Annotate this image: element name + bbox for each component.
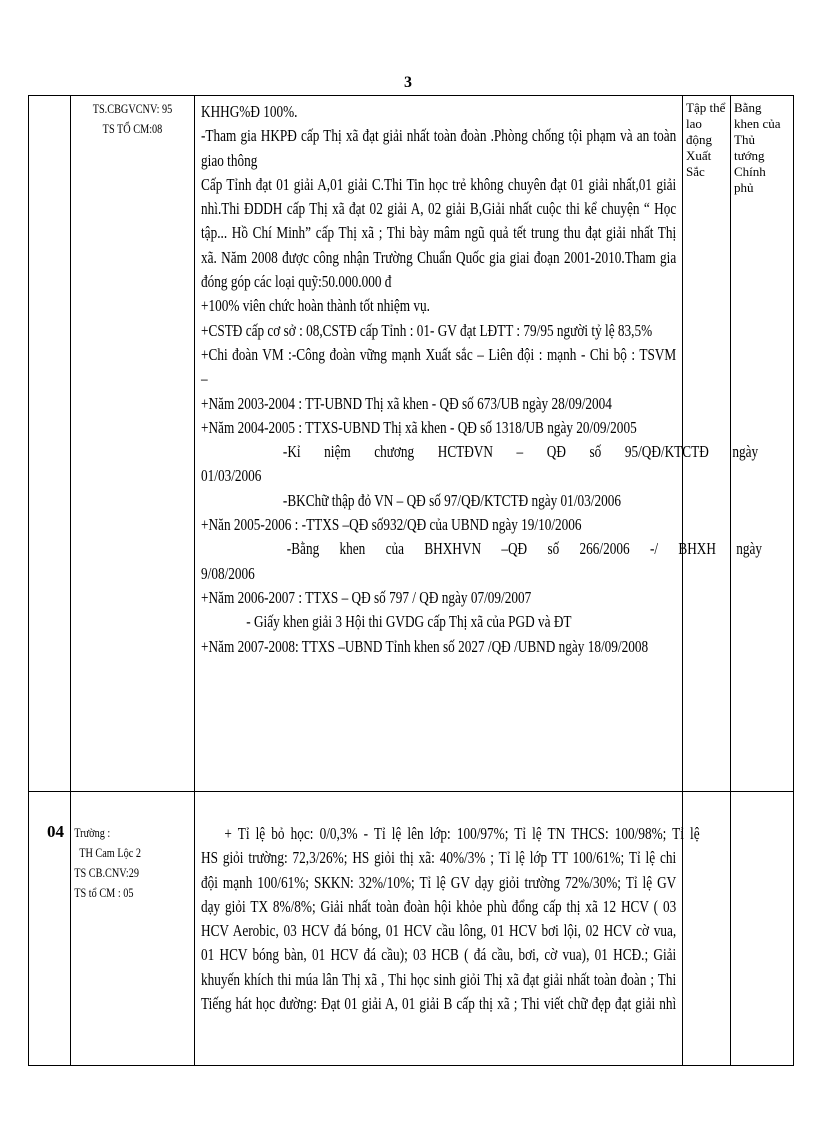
title-line: Tập thể: [686, 100, 726, 115]
content-line: +Năm 2003-2004 : TT-UBND Thị xã khen - QĐ số 673/UB ngày 28/09/2004: [201, 393, 612, 413]
content-line: +Năm 2006-2007 : TTXS – QĐ số 797 / QĐ ngày 07/09/2007: [201, 587, 532, 607]
content-line: +Năn 2005-2006 : -TTXS –QĐ số932/QĐ của UBND ngày 19/10/2006: [201, 515, 582, 535]
content-line: khuyến khích thi múa lân Thị xã , Thi học sinh giỏi Thị xã đạt giải nhất toàn đoàn ; Thi: [201, 969, 677, 989]
form-line: Chính: [734, 164, 766, 179]
content-line: 01 HCV bóng bàn, 01 HCV đá cầu); 03 HCB ( đá cầu, bơi, cờ vua), 01 HCĐ.; Giải: [201, 945, 677, 965]
unit-cell: [71, 792, 195, 1066]
table-row: [29, 96, 794, 792]
achievements-cell: [195, 792, 700, 1066]
form-cell: [731, 792, 794, 1066]
content-line: + Tỉ lệ bỏ học: 0/0,3% - Tỉ lệ lên lớp: 100/97%; Tỉ lệ TN THCS: 100/98%; Tỉ lệ: [224, 824, 700, 843]
content-line: +100% viên chức hoàn thành tốt nhiệm vụ.: [201, 296, 430, 316]
unit-line: TH Cam Lộc 2: [79, 846, 141, 860]
content-line: +Năm 2004-2005 : TTXS-UBND Thị xã khen - QĐ số 1318/UB ngày 20/09/2005: [201, 417, 637, 437]
commendation-table: [28, 95, 794, 1066]
content-line: xã. Năm 2008 được công nhận Trường Chuẩn Quốc gia giai đoạn 2001-2010.Tham gia: [201, 247, 677, 267]
content-line: +Chi đoàn VM :-Công đoàn vững mạnh Xuất sắc – Liên đội : mạnh - Chi bộ : TSVM: [201, 344, 677, 364]
unit-line: TS.CBGVCNV: 95: [92, 102, 173, 116]
form-line: khen của: [734, 116, 781, 131]
content-line: nhì.Thi ĐDDH cấp Thị xã đạt 02 giải A, 02 giải B,Giải nhất cuộc thi kể chuyện “ Học: [201, 199, 677, 219]
number-cell: [29, 96, 71, 792]
content-line: -BKChữ thập đỏ VN – QĐ số 97/QĐ/KTCTĐ ngày 01/03/2006: [282, 490, 621, 510]
content-line: 01/03/2006: [201, 466, 262, 486]
unit-line: TS CB.CNV:29: [74, 866, 140, 880]
content-line: +Năm 2007-2008: TTXS –UBND Tỉnh khen số 2027 /QĐ /UBND ngày 18/09/2008: [201, 636, 649, 656]
content-line: Cấp Tỉnh đạt 01 giải A,01 giải C.Thi Tin học trẻ không chuyên đạt 01 giải nhất,01 giải: [201, 174, 677, 194]
number-cell: [29, 792, 71, 1066]
form-line: Thủ: [734, 132, 755, 147]
content-line: đội mạnh 100/61%; SKKN: 32%/10%; Tỉ lệ GV dạy giỏi trường 72%/30%; Tỉ lệ GV: [201, 872, 677, 892]
form-line: Bằng: [734, 100, 762, 115]
form-line: tướng: [734, 148, 765, 163]
content-line: -Kỉ niệm chương HCTĐVN – QĐ số 95/QĐ/KTCTĐ ngày: [282, 442, 759, 462]
unit-line: TS tổ CM : 05: [74, 886, 134, 900]
unit-line: Trường :: [74, 826, 111, 840]
content-line: +CSTĐ cấp cơ sở : 08,CSTĐ cấp Tỉnh : 01- GV đạt LĐTT : 79/95 người tỷ lệ 83,5%: [201, 320, 653, 340]
table-row: [29, 792, 794, 1066]
title-line: Sắc: [686, 164, 705, 179]
content-line: 9/08/2006: [201, 563, 255, 583]
content-line: giao thông: [201, 150, 258, 170]
row-number: 04: [47, 822, 64, 841]
content-line: -Bằng khen của BHXHVN –QĐ số 266/2006 -/ BHXH ngày: [286, 539, 763, 559]
content-line: tập... Hồ Chí Minh” cấp Thị xã ; Thi bày mâm ngũ quả tết trung thu đạt giải nhất Thị: [201, 223, 677, 243]
content-line: -Tham gia HKPĐ cấp Thị xã đạt giải nhất toàn đoàn .Phòng chống tội phạm và an toàn: [201, 126, 677, 146]
unit-cell: [71, 96, 195, 792]
content-line: - Giấy khen giải 3 Hội thi GVDG cấp Thị xã của PGD và ĐT: [246, 612, 572, 632]
content-line: KHHG%Đ 100%.: [201, 102, 298, 121]
content-line: Tiếng hát học đường: Đạt 01 giải A, 01 giải B cấp thị xã ; Thi viết chữ đẹp đạt giải nhì: [201, 994, 677, 1014]
form-line: phủ: [734, 180, 754, 195]
content-line: HS giỏi trường: 72,3/26%; HS giỏi thị xã: 40%/3% ; Tỉ lệ lớp TT 100/61%; Tỉ lệ chi: [201, 848, 677, 868]
content-line: dạy giỏi TX 8%/8%; Giải nhất toàn đoàn hội khỏe phù đổng cấp thị xã 12 HCV ( 03: [201, 896, 677, 916]
title-line: Xuất: [686, 148, 712, 163]
title-line: động: [686, 132, 712, 147]
content-line: –: [201, 369, 208, 389]
title-line: lao: [686, 116, 702, 131]
unit-line: TS TỔ CM:08: [102, 122, 163, 136]
content-line: HCV Aerobic, 03 HCV đá bóng, 01 HCV cầu lông, 01 HCV bơi lội, 02 HCV cờ vua,: [201, 921, 677, 941]
content-line: đóng góp các loại quỹ:50.000.000 đ: [201, 272, 392, 292]
page-number: 3: [404, 74, 412, 91]
